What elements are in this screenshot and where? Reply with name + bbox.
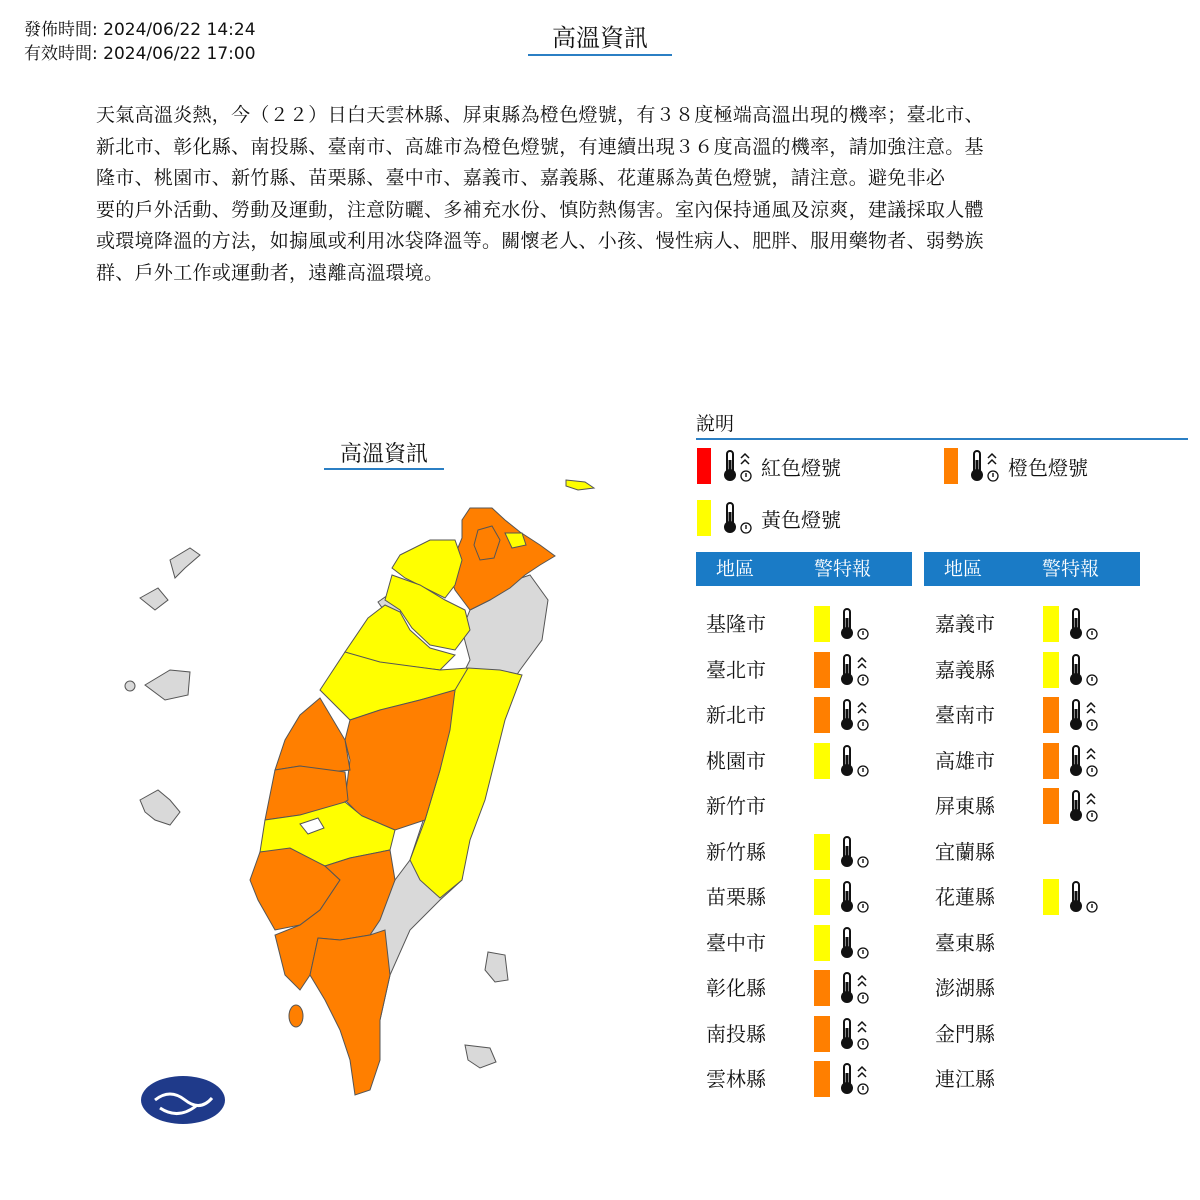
alert-level-bar bbox=[814, 879, 830, 915]
table-row bbox=[935, 790, 1135, 822]
region-name: 嘉義縣 bbox=[935, 657, 995, 682]
page-title: 高溫資訊 bbox=[552, 24, 648, 52]
region-name: 嘉義市 bbox=[935, 612, 995, 636]
region-name: 桃園市 bbox=[706, 748, 766, 773]
thermometer-warning-icon bbox=[836, 834, 870, 874]
region-name: 屏東縣 bbox=[935, 794, 995, 818]
table-row bbox=[935, 699, 1135, 731]
table-row bbox=[706, 1063, 906, 1095]
region-name: 新竹縣 bbox=[706, 839, 766, 864]
thermometer-warning-icon bbox=[836, 879, 870, 919]
region-name: 新竹市 bbox=[706, 794, 766, 818]
alert-level-bar bbox=[814, 697, 830, 733]
table-row bbox=[706, 836, 906, 868]
table-row bbox=[935, 972, 1135, 1004]
table-header-right bbox=[924, 552, 1140, 586]
description-line: 天氣高溫炎熱，今（２２）日白天雲林縣、屏東縣為橙色燈號，有３８度極端高溫出現的機率；臺北市、 bbox=[96, 104, 984, 126]
region-name: 新北市 bbox=[706, 703, 766, 727]
table-row bbox=[935, 654, 1135, 686]
table-row bbox=[706, 745, 906, 777]
alert-level-bar bbox=[1043, 697, 1059, 733]
issued-time: 發佈時間: 2024/06/22 14:24 bbox=[24, 20, 256, 40]
thermometer-warning-icon bbox=[1065, 606, 1099, 646]
table-row bbox=[935, 881, 1135, 913]
region-name: 高雄市 bbox=[935, 748, 995, 773]
alert-level-bar bbox=[814, 743, 830, 779]
thermometer-high-icon bbox=[1065, 788, 1099, 828]
thermometer-high-icon bbox=[836, 652, 870, 692]
region-name: 臺東縣 bbox=[935, 930, 995, 955]
island-green bbox=[485, 952, 508, 982]
region-name: 花蓮縣 bbox=[935, 885, 995, 909]
alert-level-bar bbox=[1043, 606, 1059, 642]
alert-level-bar bbox=[814, 970, 830, 1006]
description-line: 要的戶外活動、勞動及運動，注意防曬、多補充水份、慎防熱傷害。室內保持通風及涼爽，建議採取人體 bbox=[96, 198, 984, 221]
table-row bbox=[935, 1018, 1135, 1050]
legend-yellow-label: 黃色燈號 bbox=[761, 507, 841, 532]
title-underline bbox=[528, 54, 672, 56]
region-name: 臺中市 bbox=[706, 930, 766, 955]
alert-level-bar bbox=[814, 1016, 830, 1052]
island-turtle bbox=[566, 480, 594, 490]
thermometer-high-icon bbox=[1065, 697, 1099, 737]
thermometer-warning-icon bbox=[719, 500, 753, 536]
island-matsu-1 bbox=[170, 548, 200, 578]
table-row bbox=[706, 1018, 906, 1050]
description-line: 群、戶外工作或運動者，遠離高溫環境。 bbox=[96, 261, 444, 284]
map-title-underline bbox=[324, 468, 444, 470]
header-region: 地區 bbox=[944, 558, 983, 580]
header-alert: 警特報 bbox=[1042, 558, 1100, 580]
thermometer-high-icon bbox=[1065, 743, 1099, 783]
header-meta bbox=[24, 18, 256, 66]
table-row bbox=[706, 881, 906, 913]
region-name: 金門縣 bbox=[935, 1021, 995, 1046]
header-alert: 警特報 bbox=[814, 558, 872, 580]
table-row bbox=[706, 927, 906, 959]
region-name: 澎湖縣 bbox=[935, 976, 995, 1000]
legend-yellow bbox=[697, 500, 841, 536]
thermometer-warning-icon bbox=[1065, 652, 1099, 692]
table-header-left bbox=[696, 552, 912, 586]
thermometer-warning-icon bbox=[836, 743, 870, 783]
alert-level-bar bbox=[814, 1061, 830, 1097]
table-row bbox=[706, 654, 906, 686]
region-name: 宜蘭縣 bbox=[935, 839, 995, 864]
legend-orange bbox=[944, 448, 1088, 484]
region-name: 雲林縣 bbox=[706, 1067, 766, 1091]
valid-time: 有效時間: 2024/06/22 17:00 bbox=[24, 44, 256, 64]
description-line: 新北市、彰化縣、南投縣、臺南市、高雄市為橙色燈號，有連續出現３６度高溫的機率，請加強注意。基 bbox=[96, 135, 984, 158]
table-row bbox=[935, 745, 1135, 777]
thermometer-high-icon bbox=[966, 448, 1000, 484]
legend-yellow-swatch bbox=[697, 500, 711, 536]
island-penghu bbox=[140, 790, 180, 825]
thermometer-warning-icon bbox=[836, 606, 870, 646]
map-title: 高溫資訊 bbox=[339, 442, 428, 467]
region-name: 臺南市 bbox=[935, 703, 995, 727]
thermometer-warning-icon bbox=[836, 925, 870, 965]
alert-level-bar bbox=[814, 834, 830, 870]
island-matsu-2 bbox=[140, 588, 168, 610]
region-pingtung bbox=[310, 930, 390, 1095]
island-lesser-kinmen bbox=[125, 681, 135, 691]
region-name: 南投縣 bbox=[706, 1021, 766, 1046]
thermometer-high-icon bbox=[836, 697, 870, 737]
legend-orange-label: 橙色燈號 bbox=[1008, 455, 1088, 480]
legend-red bbox=[697, 448, 841, 484]
table-row bbox=[935, 927, 1135, 959]
alert-level-bar bbox=[1043, 652, 1059, 688]
alert-level-bar bbox=[1043, 879, 1059, 915]
description bbox=[96, 100, 1096, 289]
island-kinmen bbox=[145, 670, 190, 700]
region-name: 臺北市 bbox=[706, 657, 766, 682]
table-row bbox=[706, 972, 906, 1004]
legend-underline bbox=[696, 438, 1188, 440]
region-name: 連江縣 bbox=[935, 1067, 995, 1091]
header-region: 地區 bbox=[716, 558, 755, 580]
legend-orange-swatch bbox=[944, 448, 958, 484]
table-row bbox=[935, 608, 1135, 640]
taiwan-map bbox=[120, 430, 600, 1130]
legend-red-swatch bbox=[697, 448, 711, 484]
region-name: 基隆市 bbox=[706, 612, 766, 636]
thermometer-high-icon bbox=[836, 1016, 870, 1056]
region-name: 彰化縣 bbox=[706, 976, 766, 1000]
alert-level-bar bbox=[814, 925, 830, 961]
thermometer-warning-icon bbox=[1065, 879, 1099, 919]
description-line: 或環境降溫的方法，如搧風或利用冰袋降溫等。關懷老人、小孩、慢性病人、肥胖、服用藥物者、弱勢族 bbox=[96, 230, 984, 252]
description-line: 隆市、桃園市、新竹縣、苗栗縣、臺中市、嘉義市、嘉義縣、花蓮縣為黃色燈號，請注意。避免非必 bbox=[96, 167, 946, 189]
island-xiaoliuqiu bbox=[289, 1005, 303, 1027]
thermometer-high-icon bbox=[836, 970, 870, 1010]
legend-heading: 說明 bbox=[696, 413, 735, 435]
table-row bbox=[706, 790, 906, 822]
region-name: 苗栗縣 bbox=[706, 885, 766, 909]
table-row bbox=[935, 836, 1135, 868]
legend-red-label: 紅色燈號 bbox=[761, 455, 841, 480]
thermometer-high-icon bbox=[719, 448, 753, 484]
table-row bbox=[706, 699, 906, 731]
island-orchid bbox=[465, 1045, 496, 1068]
alert-level-bar bbox=[1043, 743, 1059, 779]
alert-level-bar bbox=[814, 652, 830, 688]
alert-level-bar bbox=[1043, 788, 1059, 824]
table-row bbox=[706, 608, 906, 640]
alert-level-bar bbox=[814, 606, 830, 642]
thermometer-high-icon bbox=[836, 1061, 870, 1101]
table-row bbox=[935, 1063, 1135, 1095]
